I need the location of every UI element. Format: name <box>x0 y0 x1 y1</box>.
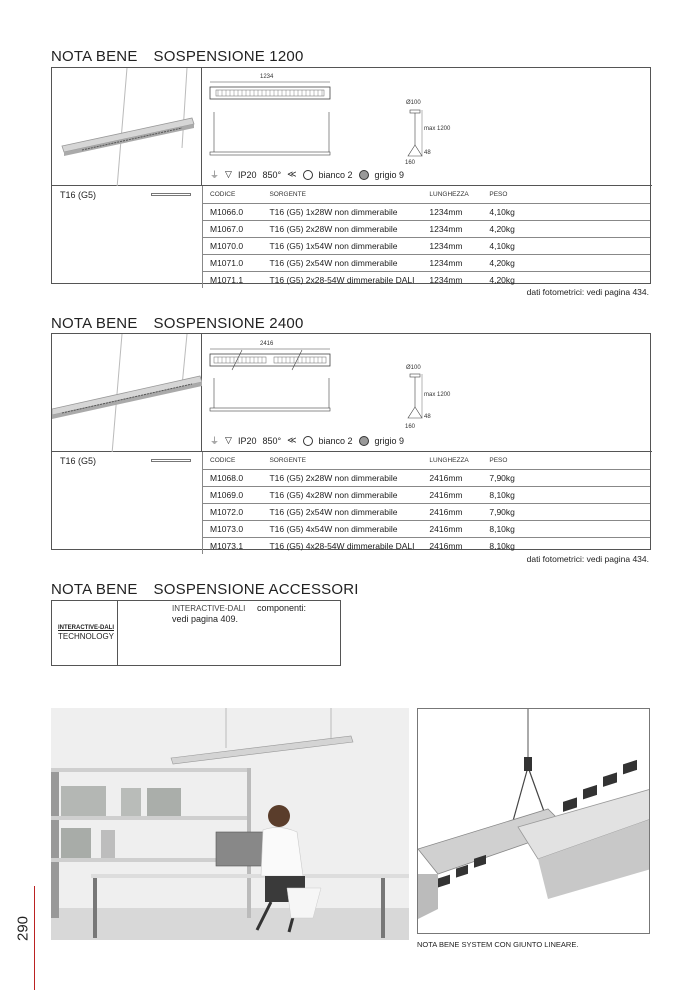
product-image <box>52 68 202 186</box>
dali-logo <box>52 601 118 665</box>
cell-weight: 4,10kg <box>489 206 515 217</box>
dim-max: max 1200 <box>424 392 451 398</box>
spec-icons <box>210 434 404 447</box>
joint-detail-photo <box>417 708 650 934</box>
table-row <box>203 486 651 503</box>
header-source: SORGENTE <box>269 456 306 464</box>
cell-source: T16 (G5) 4x54W non dimmerabile <box>269 523 398 534</box>
cell-source: T16 (G5) 2x54W non dimmerabile <box>269 506 398 517</box>
color-grey-label: grigio 9 <box>374 435 405 446</box>
logo-text-bottom: TECHNOLOGY <box>58 632 115 641</box>
section-title-accessories <box>51 581 359 598</box>
color-swatch-grey <box>359 170 369 180</box>
cell-code: M1066.0 <box>203 203 263 220</box>
lamp-type: T16 (G5) <box>60 190 97 200</box>
page-number: 290 <box>14 915 32 942</box>
safety-mark-icon: ▽ <box>225 435 232 445</box>
product-name: SOSPENSIONE ACCESSORI <box>153 581 359 598</box>
product-name: SOSPENSIONE 1200 <box>153 48 304 65</box>
pendant-lamp-illustration <box>52 68 202 186</box>
cell-weight: 7,90kg <box>489 506 515 517</box>
header-length: LUNGHEZZA <box>429 190 469 198</box>
table-row <box>203 520 651 537</box>
header-code: CODICE <box>203 452 263 469</box>
cell-length: 2416mm <box>429 523 463 534</box>
section-title-1200 <box>51 48 303 65</box>
cell-source: T16 (G5) 1x54W non dimmerabile <box>269 240 398 251</box>
temperature-rating: 850° <box>262 435 282 446</box>
product-box-2400 <box>51 333 651 550</box>
technical-drawing <box>202 68 652 186</box>
photometric-note: dati fotometrici: vedi pagina 434. <box>526 554 649 564</box>
cell-weight: 4,20kg <box>489 223 515 234</box>
spec-icons <box>210 168 404 181</box>
dim-length: 2416 <box>260 341 274 347</box>
cell-source: T16 (G5) 2x28-54W dimmerabile DALI <box>269 274 415 285</box>
ground-icon: ⏚ <box>210 436 220 446</box>
table-row <box>203 254 651 271</box>
table-row <box>203 237 651 254</box>
office-scene-illustration <box>51 708 409 940</box>
linear-joint-illustration <box>418 709 650 934</box>
spec-table <box>202 186 650 288</box>
office-photo <box>51 708 409 940</box>
spec-table <box>202 452 650 554</box>
cell-length: 1234mm <box>429 240 463 251</box>
header-code: CODICE <box>203 186 263 203</box>
dim-width: 160 <box>405 424 416 430</box>
table-row <box>203 203 651 220</box>
cell-code: M1071.1 <box>203 271 263 288</box>
cell-code: M1072.0 <box>203 503 263 520</box>
table-header <box>203 452 651 469</box>
cell-weight: 4,10kg <box>489 240 515 251</box>
cell-source: T16 (G5) 2x28W non dimmerabile <box>269 223 398 234</box>
cell-weight: 8,10kg <box>489 540 515 551</box>
dim-height: 48 <box>424 150 431 156</box>
cell-weight: 7,90kg <box>489 472 515 483</box>
header-weight: PESO <box>489 190 508 198</box>
table-row <box>203 220 651 237</box>
ball-impact-icon: ≪ <box>287 169 297 179</box>
dim-max: max 1200 <box>424 126 451 132</box>
dim-width: 160 <box>405 160 416 166</box>
cell-code: M1069.0 <box>203 486 263 503</box>
cell-source: T16 (G5) 1x28W non dimmerabile <box>269 206 398 217</box>
color-grey-label: grigio 9 <box>374 169 405 180</box>
safety-mark-icon: ▽ <box>225 169 232 179</box>
cell-code: M1073.0 <box>203 520 263 537</box>
table-row <box>203 503 651 520</box>
cell-source: T16 (G5) 2x28W non dimmerabile <box>269 472 398 483</box>
cell-weight: 8,10kg <box>489 489 515 500</box>
cell-length: 1234mm <box>429 223 463 234</box>
lamp-type: T16 (G5) <box>60 456 97 466</box>
pendant-lamp-illustration <box>52 334 202 452</box>
cell-code: M1070.0 <box>203 237 263 254</box>
dim-length: 1234 <box>260 74 274 80</box>
product-name: SOSPENSIONE 2400 <box>153 315 304 332</box>
cell-source: T16 (G5) 4x28-54W dimmerabile DALI <box>269 540 415 551</box>
logo-text-top: INTERACTIVE-DALI <box>58 625 114 631</box>
component-reference: vedi pagina 409. <box>172 614 239 624</box>
cell-length: 2416mm <box>429 489 463 500</box>
cell-code: M1071.0 <box>203 254 263 271</box>
header-weight: PESO <box>489 456 508 464</box>
tube-icon <box>151 193 191 196</box>
cell-length: 2416mm <box>429 506 463 517</box>
dim-diameter: Ø100 <box>406 365 421 371</box>
tube-icon <box>151 459 191 462</box>
series-name: NOTA BENE <box>51 48 138 65</box>
photometric-note: dati fotometrici: vedi pagina 434. <box>526 287 649 297</box>
accessory-label: INTERACTIVE-DALI <box>172 604 246 613</box>
series-name: NOTA BENE <box>51 315 138 332</box>
cell-length: 1234mm <box>429 257 463 268</box>
cell-code: M1067.0 <box>203 220 263 237</box>
product-image <box>52 334 202 452</box>
cell-weight: 4,20kg <box>489 274 515 285</box>
table-row <box>203 537 651 554</box>
cell-code: M1073.1 <box>203 537 263 554</box>
cell-source: T16 (G5) 4x28W non dimmerabile <box>269 489 398 500</box>
header-length: LUNGHEZZA <box>429 456 469 464</box>
table-header <box>203 186 651 203</box>
photo-caption: NOTA BENE SYSTEM CON GIUNTO LINEARE. <box>417 940 579 949</box>
cell-length: 2416mm <box>429 472 463 483</box>
cell-length: 1234mm <box>429 274 463 285</box>
cell-code: M1068.0 <box>203 469 263 486</box>
dim-diameter: Ø100 <box>406 100 421 106</box>
color-swatch-grey <box>359 436 369 446</box>
header-source: SORGENTE <box>269 190 306 198</box>
ball-impact-icon: ≪ <box>287 435 297 445</box>
temperature-rating: 850° <box>262 169 282 180</box>
accessories-box <box>51 600 341 666</box>
component-label: componenti: <box>257 603 307 613</box>
series-name: NOTA BENE <box>51 581 138 598</box>
technical-drawing <box>202 334 652 452</box>
dim-height: 48 <box>424 414 431 420</box>
cell-source: T16 (G5) 2x54W non dimmerabile <box>269 257 398 268</box>
cell-length: 1234mm <box>429 206 463 217</box>
cell-weight: 8,10kg <box>489 523 515 534</box>
ground-icon: ⏚ <box>210 170 220 180</box>
ip-rating: IP20 <box>237 169 257 180</box>
table-row <box>203 469 651 486</box>
color-white-label: bianco 2 <box>318 435 353 446</box>
section-title-2400 <box>51 315 303 332</box>
cell-weight: 4,20kg <box>489 257 515 268</box>
ip-rating: IP20 <box>237 435 257 446</box>
product-box-1200 <box>51 67 651 284</box>
table-row <box>203 271 651 288</box>
page-margin-rule <box>34 886 35 990</box>
color-swatch-white <box>303 170 313 180</box>
color-swatch-white <box>303 436 313 446</box>
cell-length: 2416mm <box>429 540 463 551</box>
color-white-label: bianco 2 <box>318 169 353 180</box>
